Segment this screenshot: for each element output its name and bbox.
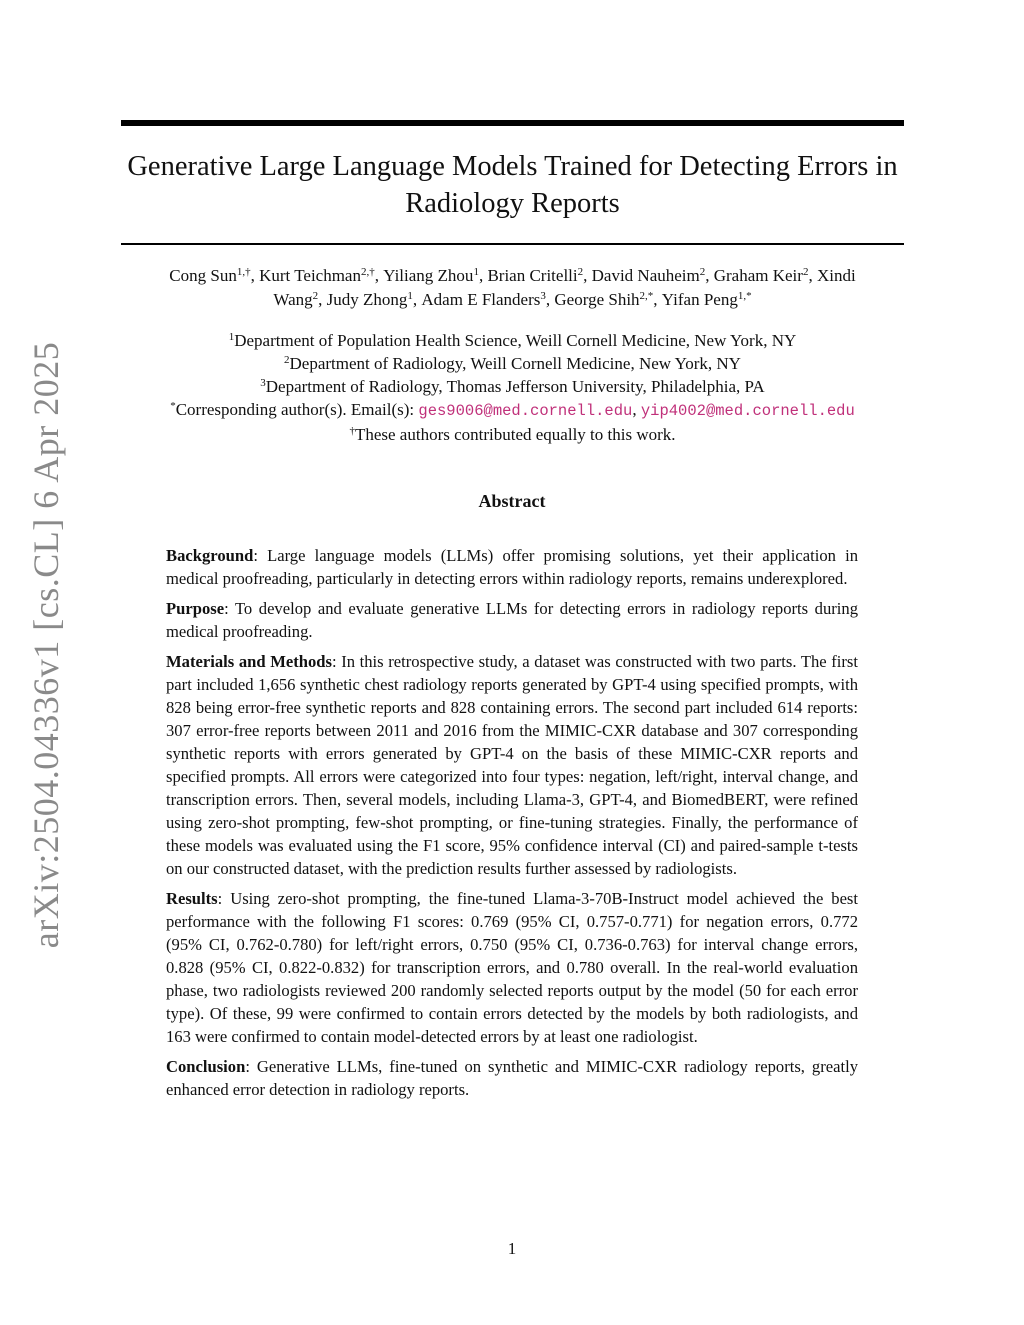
affiliation: $^1$Department of Population Health Science, Weill Cornell Medicine, New York, NY [228,331,797,350]
author: Cong Sun$^{1,\dagger}$, [169,266,260,285]
author: Brian Critelli$^2$, [487,266,592,285]
author: Kurt Teichman$^{2,\dagger}$, [259,266,384,285]
equal-contribution-note: †These authors contributed equally to this work. [349,425,676,444]
author: Yiliang Zhou$^1$, [383,266,488,285]
author: Adam E Flanders$^3$, [421,290,555,309]
abstract-section-methods: Materials and Methods: In this retrospective study, a dataset was constructed with two parts. The first part included 1,656 synthetic chest radiology reports generated by GPT-4 using specified prompts, with 828 being error-free synthetic reports and 828 containing errors. The second part included 614 reports: 307 error-free reports between 2011 and 2016 from the MIMIC-CXR database and 307 corresponding synthetic reports with errors generated by GPT-4 on the basis of these MIMIC-CXR reports and specified prompts. All errors were categorized into four types: negation, left/right, interval change, and transcription errors. Then, several models, including Llama-3, GPT-4, and BiomedBERT, were refined using zero-shot prompting, few-shot prompting, or fine-tuning strategies. Finally, the performance of these models was evaluated using the F1 score, 95% confidence interval (CI) and paired-sample t-tests on our constructed dataset, with the prediction results further assessed by radiologists. [166,652,858,878]
title-line: Generative Large Language Models Trained for Detecting Errors in [127,151,898,182]
title-line: Radiology Reports [405,188,620,219]
affiliation: $^3$Department of Radiology, Thomas Jefferson University, Philadelphia, PA [260,377,765,396]
author: Xindi Wang$^2$, [273,266,856,309]
affiliation: $^2$Department of Radiology, Weill Cornell Medicine, New York, NY [284,354,741,373]
arxiv-identifier-stamp: arXiv:2504.04336v1 [cs.CL] 6 Apr 2025 [26,341,66,949]
author: George Shih$^{2,*}$, [554,290,662,309]
corresponding-authors: *Corresponding author(s). Email(s): ges9006@med.cornell.edu, yip4002@med.cornell.edu [170,400,855,420]
email-link[interactable]: yip4002@med.cornell.edu [640,402,855,420]
author: Graham Keir$^2$, [713,266,817,285]
abstract-section-purpose: Purpose: To develop and evaluate generative LLMs for detecting errors in radiology reports during medical proofreading. [166,599,858,641]
title-rule-bottom [121,243,904,245]
abstract-heading: Abstract [478,491,546,511]
affiliations [100,329,925,446]
page-number: 1 [507,1239,517,1258]
author-list [121,264,904,312]
author: Judy Zhong$^1$, [326,290,422,309]
abstract-body [166,544,858,1108]
abstract-section-conclusion: Conclusion: Generative LLMs, fine-tuned on synthetic and MIMIC-CXR radiology reports, greatly enhanced error detection in radiology reports. [166,1057,858,1099]
abstract-section-background: Background: Large language models (LLMs) offer promising solutions, yet their application in medical proofreading, particularly in detecting errors within radiology reports, remains underexplored. [166,546,858,588]
abstract-section-results: Results: Using zero-shot prompting, the fine-tuned Llama-3-70B-Instruct model achieved the best performance with the following F1 scores: 0.769 (95% CI, 0.757-0.771) for negation errors, 0.772 (95% CI, 0.762-0.780) for left/right errors, 0.750 (95% CI, 0.736-0.763) for interval change errors, 0.828 (95% CI, 0.822-0.832) for transcription errors, and 0.780 overall. In the real-world evaluation phase, two radiologists reviewed 200 randomly selected reports output by the model (50 for each error type). Of these, 99 were confirmed to contain errors detected by the models by both radiologists, and 163 were confirmed to contain model-detected errors by at least one radiologist. [166,889,858,1046]
author: Yifan Peng$^{1,*}$ [661,290,752,309]
email-link[interactable]: ges9006@med.cornell.edu [418,402,633,420]
author: David Nauheim$^2$, [591,266,714,285]
title-rule-top [121,120,904,126]
paper-title [110,148,915,222]
